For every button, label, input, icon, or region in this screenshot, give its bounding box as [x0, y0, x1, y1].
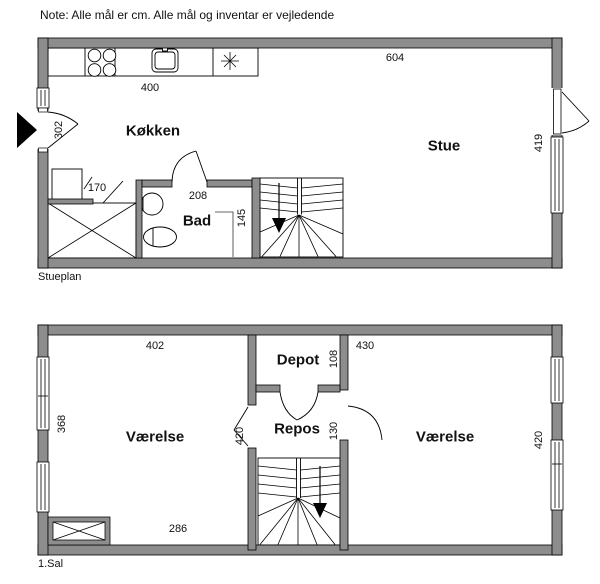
dim-bad-145: 145: [236, 208, 248, 228]
dim-bracket-145: [215, 212, 233, 257]
room-label-depot: Depot: [276, 351, 320, 369]
stairs-ground: [260, 178, 343, 257]
dim-left-top-402: 402: [145, 340, 165, 352]
dim-right-419: 419: [533, 133, 545, 153]
sink-icon: [152, 48, 178, 73]
room-label-vaerelse-right: Værelse: [415, 428, 475, 446]
room-label-bad: Bad: [182, 212, 212, 230]
dim-left-wall-368: 368: [56, 414, 68, 434]
floor-label-1sal: 1.Sal: [38, 558, 64, 570]
window-vaerelse-right-2: [551, 440, 563, 510]
dim-bottom-286: 286: [168, 523, 188, 535]
floor-label-stueplan: Stueplan: [38, 271, 82, 283]
toilet-icon: [144, 227, 177, 247]
bath-door: [172, 151, 207, 182]
room-label-koekken: Køkken: [125, 122, 181, 140]
window-vaerelse-left-1: [37, 357, 49, 430]
dim-utility-170: 170: [87, 182, 107, 194]
floor-plan-stueplan: [17, 38, 589, 268]
window-vaerelse-right-1: [551, 357, 563, 403]
window-stue: [551, 137, 563, 213]
kitchen-counter: [48, 48, 258, 77]
room-label-vaerelse-left: Værelse: [125, 428, 185, 446]
dim-right-wall-420: 420: [533, 430, 545, 450]
note-text: Note: Alle mål er cm. Alle mål og inventar er vejledende: [40, 8, 335, 22]
crossed-box-ground: [48, 203, 136, 258]
window-entry: [37, 88, 49, 108]
dim-repos-door-420: 420: [234, 426, 246, 446]
terrace-door: [551, 88, 589, 135]
stairs-first: [258, 458, 340, 545]
crossed-box-first: [48, 517, 110, 545]
repos-right-door: [348, 406, 382, 440]
dim-depot-108: 108: [328, 349, 340, 369]
dim-counter-400: 400: [140, 82, 160, 94]
dim-top-604: 604: [385, 52, 405, 64]
dim-repos-130: 130: [328, 421, 340, 441]
depot-door: [280, 392, 318, 420]
dim-entry-302: 302: [53, 120, 65, 140]
room-label-stue: Stue: [427, 137, 461, 155]
room-label-repos: Repos: [274, 420, 320, 438]
washbasin-icon: [141, 193, 163, 215]
entrance-arrow-icon: [17, 112, 37, 148]
dim-bad-208: 208: [188, 190, 208, 202]
dim-right-top-430: 430: [355, 340, 375, 352]
window-vaerelse-left-2: [37, 462, 49, 512]
